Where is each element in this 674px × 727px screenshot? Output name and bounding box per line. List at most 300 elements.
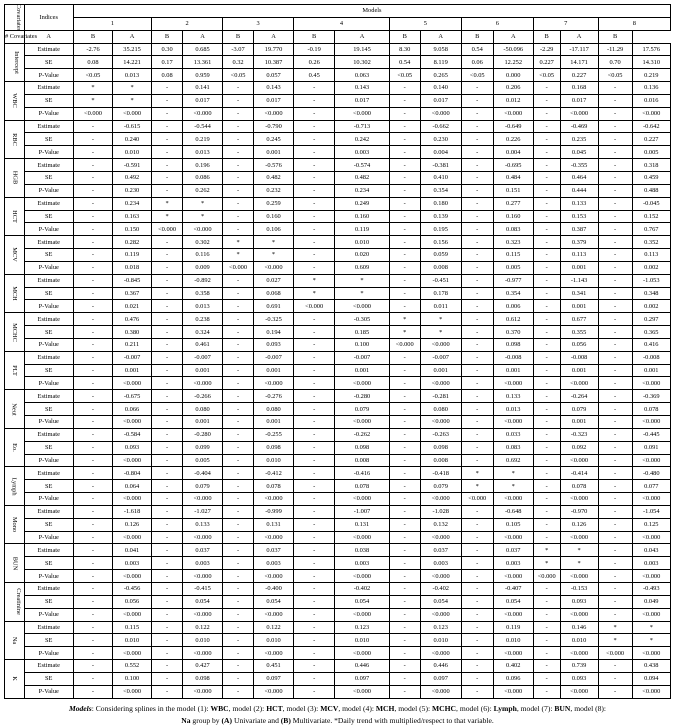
table-row — [5, 56, 671, 69]
table-cell: 0.219 — [632, 69, 670, 82]
table-cell: - — [461, 249, 493, 262]
table-row — [5, 467, 671, 480]
table-cell: 0.068 — [253, 287, 293, 300]
table-cell: 0.196 — [182, 159, 222, 172]
column-type-b: B — [152, 30, 183, 43]
table-cell: <0.000 — [335, 647, 390, 660]
table-cell: -0.456 — [113, 582, 152, 595]
table-cell: 14.221 — [113, 56, 152, 69]
table-cell: 0.482 — [253, 171, 293, 184]
table-cell: * — [632, 621, 670, 634]
covariate-label — [5, 621, 25, 660]
table-cell: - — [598, 146, 632, 159]
table-cell: 0.416 — [632, 338, 670, 351]
table-cell: 0.113 — [560, 249, 598, 262]
table-cell: 0.017 — [335, 94, 390, 107]
table-cell: - — [389, 94, 420, 107]
table-cell: - — [598, 236, 632, 249]
table-cell: * — [335, 287, 390, 300]
table-cell: - — [598, 326, 632, 339]
caption-model-name: Lymph — [493, 703, 517, 713]
table-cell: * — [389, 313, 420, 326]
table-cell: 19.145 — [335, 43, 390, 56]
table-cell: 0.064 — [113, 480, 152, 493]
table-cell: <0.05 — [223, 69, 254, 82]
table-cell: - — [598, 184, 632, 197]
table-cell: <0.000 — [253, 261, 293, 274]
caption-a-text: Univariate and — [232, 715, 281, 725]
table-cell: <0.000 — [420, 338, 461, 351]
table-cell: 0.077 — [632, 480, 670, 493]
table-row — [5, 647, 671, 660]
stat-label: SE — [24, 249, 73, 262]
table-cell: 0.001 — [560, 261, 598, 274]
table-cell: 0.123 — [335, 621, 390, 634]
covariate-name: MCH — [10, 286, 18, 301]
table-cell: - — [533, 377, 560, 390]
table-cell: - — [294, 634, 335, 647]
table-cell: 0.227 — [533, 56, 560, 69]
table-cell: 0.206 — [493, 82, 533, 95]
table-cell: - — [73, 454, 112, 467]
stat-label: P-Value — [24, 608, 73, 621]
table-cell: * — [294, 287, 335, 300]
table-cell: - — [223, 274, 254, 287]
table-cell: - — [223, 518, 254, 531]
table-cell: - — [294, 326, 335, 339]
table-cell: 0.006 — [493, 300, 533, 313]
table-cell: <0.000 — [632, 647, 670, 660]
table-cell: -0.480 — [632, 467, 670, 480]
table-cell: - — [389, 107, 420, 120]
table-cell: -0.276 — [253, 390, 293, 403]
table-cell: * — [461, 480, 493, 493]
covariates-header: Covariates — [5, 5, 25, 31]
column-type-b: B — [223, 30, 254, 43]
table-cell: <0.000 — [632, 531, 670, 544]
table-cell: * — [598, 621, 632, 634]
table-cell: - — [152, 685, 183, 698]
table-cell: - — [223, 672, 254, 685]
table-cell: -0.574 — [335, 159, 390, 172]
table-cell: - — [389, 82, 420, 95]
table-cell: - — [461, 454, 493, 467]
stat-label: SE — [24, 595, 73, 608]
table-cell: - — [461, 184, 493, 197]
covariate-name: MCHC — [10, 322, 18, 342]
table-cell: <0.05 — [461, 69, 493, 82]
table-cell: - — [461, 634, 493, 647]
table-cell: - — [461, 685, 493, 698]
table-cell: 0.156 — [420, 236, 461, 249]
table-cell: <0.000 — [113, 454, 152, 467]
table-cell: <0.05 — [73, 69, 112, 82]
table-cell: - — [294, 82, 335, 95]
table-cell: -0.008 — [493, 351, 533, 364]
table-cell: 0.131 — [335, 518, 390, 531]
table-cell: - — [461, 197, 493, 210]
covariate-name: Creatinine — [14, 588, 22, 616]
table-cell: 0.054 — [420, 595, 461, 608]
table-cell: - — [223, 351, 254, 364]
table-cell: - — [73, 210, 112, 223]
caption-model-sep: , model (5): — [394, 703, 432, 713]
table-cell: - — [533, 621, 560, 634]
table-cell: - — [533, 120, 560, 133]
table-cell: * — [389, 326, 420, 339]
table-cell: - — [223, 441, 254, 454]
table-cell: * — [113, 82, 152, 95]
table-cell: 0.010 — [560, 634, 598, 647]
table-cell: - — [389, 505, 420, 518]
table-cell: 0.240 — [113, 133, 152, 146]
covariate-name: Lymph — [10, 477, 18, 496]
table-cell: - — [389, 570, 420, 583]
table-cell: <0.000 — [632, 454, 670, 467]
table-cell: 0.126 — [560, 518, 598, 531]
table-cell: - — [223, 326, 254, 339]
table-cell: - — [294, 544, 335, 557]
table-cell: 0.609 — [335, 261, 390, 274]
table-cell: 0.492 — [113, 171, 152, 184]
table-cell: - — [598, 82, 632, 95]
table-cell: - — [461, 261, 493, 274]
table-cell: -0.400 — [253, 582, 293, 595]
table-cell: - — [461, 557, 493, 570]
table-cell: 0.245 — [253, 133, 293, 146]
caption-model-sep: , model (4): — [338, 703, 376, 713]
table-cell: 0.122 — [182, 621, 222, 634]
table-cell: 0.097 — [253, 672, 293, 685]
table-cell: -0.355 — [560, 159, 598, 172]
table-cell: - — [461, 595, 493, 608]
table-cell: - — [389, 416, 420, 429]
table-cell: -0.615 — [113, 120, 152, 133]
table-cell: - — [533, 261, 560, 274]
table-cell: 0.003 — [420, 557, 461, 570]
table-cell: 0.002 — [632, 300, 670, 313]
table-cell: 0.001 — [560, 416, 598, 429]
table-row — [5, 146, 671, 159]
table-cell: - — [223, 82, 254, 95]
stat-label: SE — [24, 634, 73, 647]
model-number-1: 1 — [73, 17, 151, 30]
table-cell: <0.000 — [632, 608, 670, 621]
table-cell: - — [598, 582, 632, 595]
table-cell: 0.054 — [182, 595, 222, 608]
table-cell: 0.461 — [182, 338, 222, 351]
table-cell: - — [533, 531, 560, 544]
table-row — [5, 685, 671, 698]
table-cell: - — [73, 647, 112, 660]
table-cell: - — [294, 441, 335, 454]
table-cell: - — [598, 377, 632, 390]
table-cell: - — [294, 570, 335, 583]
table-cell: - — [598, 249, 632, 262]
table-cell: 0.010 — [113, 634, 152, 647]
table-cell: - — [294, 685, 335, 698]
table-cell: - — [294, 621, 335, 634]
table-cell: 0.26 — [294, 56, 335, 69]
table-cell: -1.007 — [335, 505, 390, 518]
covariate-name: RBC — [10, 132, 18, 146]
table-cell: * — [533, 544, 560, 557]
table-cell: 0.001 — [253, 364, 293, 377]
caption-intro: : Considering splines in the model (1): — [91, 703, 211, 713]
table-cell: - — [223, 287, 254, 300]
table-cell: - — [223, 621, 254, 634]
table-cell: 0.464 — [560, 171, 598, 184]
table-cell: - — [598, 197, 632, 210]
table-cell: - — [598, 390, 632, 403]
table-cell: 0.08 — [73, 56, 112, 69]
table-cell: - — [533, 390, 560, 403]
table-cell: - — [294, 390, 335, 403]
table-cell: 0.054 — [493, 595, 533, 608]
covariate-label — [5, 351, 25, 390]
table-cell: - — [152, 467, 183, 480]
table-cell: - — [152, 493, 183, 506]
table-cell: - — [152, 582, 183, 595]
table-cell: - — [152, 441, 183, 454]
table-cell: 0.045 — [560, 146, 598, 159]
table-cell: -0.008 — [560, 351, 598, 364]
table-cell: <0.000 — [598, 647, 632, 660]
table-cell: - — [389, 300, 420, 313]
stat-label: P-Value — [24, 647, 73, 660]
table-row — [5, 428, 671, 441]
table-cell: - — [533, 595, 560, 608]
table-cell: -0.262 — [335, 428, 390, 441]
table-cell: 0.093 — [253, 338, 293, 351]
table-cell: - — [223, 660, 254, 673]
table-cell: - — [223, 647, 254, 660]
column-type-b: B — [598, 30, 632, 43]
table-cell: 0.005 — [182, 454, 222, 467]
column-type-a: A — [335, 30, 390, 43]
table-cell: - — [389, 480, 420, 493]
caption-model-name: MCH — [375, 703, 395, 713]
table-cell: - — [389, 261, 420, 274]
table-cell: - — [152, 249, 183, 262]
table-cell: - — [598, 159, 632, 172]
table-row — [5, 608, 671, 621]
table-cell: 8.30 — [389, 43, 420, 56]
table-cell: 0.054 — [335, 595, 390, 608]
table-cell: - — [598, 595, 632, 608]
table-cell: -0.255 — [253, 428, 293, 441]
table-cell: 0.365 — [632, 326, 670, 339]
table-row — [5, 454, 671, 467]
table-cell: - — [461, 300, 493, 313]
table-cell: 0.113 — [632, 249, 670, 262]
table-cell: 0.010 — [335, 634, 390, 647]
table-cell: 0.358 — [182, 287, 222, 300]
table-cell: - — [73, 338, 112, 351]
table-cell: <0.000 — [253, 570, 293, 583]
table-cell: <0.000 — [73, 107, 112, 120]
table-cell: - — [223, 557, 254, 570]
stat-label: P-Value — [24, 416, 73, 429]
table-cell: - — [389, 685, 420, 698]
table-cell: 0.001 — [113, 364, 152, 377]
table-cell: 0.354 — [493, 287, 533, 300]
table-cell: -50.096 — [493, 43, 533, 56]
table-cell: - — [461, 120, 493, 133]
table-cell: <0.000 — [253, 493, 293, 506]
table-cell: 0.017 — [560, 94, 598, 107]
table-cell: - — [389, 582, 420, 595]
table-cell: - — [598, 672, 632, 685]
table-row — [5, 595, 671, 608]
table-cell: -0.713 — [335, 120, 390, 133]
table-cell: 0.086 — [182, 171, 222, 184]
table-cell: -0.008 — [632, 351, 670, 364]
table-cell: - — [223, 454, 254, 467]
table-cell: 0.141 — [182, 82, 222, 95]
table-cell: - — [461, 660, 493, 673]
table-cell: - — [73, 120, 112, 133]
caption-model-name: WBC — [210, 703, 229, 713]
table-cell: -0.451 — [420, 274, 461, 287]
table-cell: - — [461, 146, 493, 159]
stat-label: Estimate — [24, 43, 73, 56]
table-cell: - — [533, 480, 560, 493]
table-cell: - — [389, 210, 420, 223]
table-cell: 0.131 — [253, 518, 293, 531]
table-cell: - — [461, 338, 493, 351]
table-cell: - — [598, 685, 632, 698]
table-cell: 0.482 — [335, 171, 390, 184]
table-cell: 0.078 — [632, 403, 670, 416]
table-cell: - — [598, 416, 632, 429]
table-cell: - — [223, 184, 254, 197]
table-cell: 0.232 — [253, 184, 293, 197]
table-cell: 0.125 — [632, 518, 670, 531]
table-cell: - — [598, 133, 632, 146]
table-cell: 0.001 — [420, 364, 461, 377]
model-number-4: 4 — [294, 17, 390, 30]
table-cell: - — [598, 94, 632, 107]
stat-label: Estimate — [24, 582, 73, 595]
table-cell: <0.000 — [560, 493, 598, 506]
table-cell: 0.003 — [113, 557, 152, 570]
table-cell: 0.066 — [113, 403, 152, 416]
table-cell: - — [389, 351, 420, 364]
table-cell: - — [294, 582, 335, 595]
table-cell: -0.648 — [493, 505, 533, 518]
table-cell: 0.001 — [253, 146, 293, 159]
table-cell: 0.009 — [182, 261, 222, 274]
table-cell: 0.063 — [335, 69, 390, 82]
stat-label: Estimate — [24, 274, 73, 287]
covariate-label — [5, 274, 25, 313]
table-cell: <0.000 — [493, 531, 533, 544]
table-cell: 0.010 — [420, 634, 461, 647]
model-number-8: 8 — [598, 17, 670, 30]
table-cell: <0.000 — [461, 493, 493, 506]
table-cell: - — [389, 518, 420, 531]
table-cell: - — [598, 518, 632, 531]
table-cell: 0.100 — [113, 672, 152, 685]
table-cell: - — [152, 608, 183, 621]
table-cell: - — [389, 146, 420, 159]
stat-label: P-Value — [24, 338, 73, 351]
table-cell: 0.038 — [335, 544, 390, 557]
table-cell: * — [152, 197, 183, 210]
table-cell: - — [461, 416, 493, 429]
caption-model-name: MCV — [320, 703, 339, 713]
table-cell: - — [533, 236, 560, 249]
table-cell: 0.041 — [113, 544, 152, 557]
table-cell: 0.056 — [560, 338, 598, 351]
table-cell: -0.19 — [294, 43, 335, 56]
table-cell: 0.098 — [182, 672, 222, 685]
table-cell: - — [294, 261, 335, 274]
table-cell: 19.770 — [253, 43, 293, 56]
table-cell: - — [294, 197, 335, 210]
table-cell: - — [152, 570, 183, 583]
table-cell: <0.000 — [182, 107, 222, 120]
table-cell: <0.000 — [113, 416, 152, 429]
table-cell: 0.106 — [253, 223, 293, 236]
table-cell: - — [598, 531, 632, 544]
covariate-name: Na — [10, 636, 18, 644]
table-cell: -0.412 — [253, 467, 293, 480]
table-cell: <0.000 — [560, 570, 598, 583]
table-cell: 0.153 — [560, 210, 598, 223]
table-cell: - — [73, 570, 112, 583]
table-row — [5, 313, 671, 326]
table-cell: - — [73, 236, 112, 249]
table-cell: 0.265 — [420, 69, 461, 82]
table-cell: - — [294, 184, 335, 197]
table-cell: <0.000 — [560, 377, 598, 390]
table-cell: - — [73, 531, 112, 544]
table-cell: - — [223, 94, 254, 107]
table-cell: 0.488 — [632, 184, 670, 197]
table-cell: - — [152, 364, 183, 377]
table-cell: - — [598, 351, 632, 364]
table-cell: <0.000 — [420, 107, 461, 120]
table-cell: - — [389, 441, 420, 454]
table-cell: - — [533, 428, 560, 441]
table-cell: 0.083 — [493, 441, 533, 454]
table-cell: -0.263 — [420, 428, 461, 441]
table-row — [5, 133, 671, 146]
stat-label: SE — [24, 210, 73, 223]
stat-label: Estimate — [24, 428, 73, 441]
table-cell: - — [533, 634, 560, 647]
model-number-2: 2 — [152, 17, 223, 30]
table-cell: - — [598, 493, 632, 506]
table-cell: <0.000 — [253, 531, 293, 544]
table-cell: 0.001 — [253, 416, 293, 429]
table-cell: 0.021 — [113, 300, 152, 313]
stat-label: Estimate — [24, 544, 73, 557]
table-cell: 0.17 — [152, 56, 183, 69]
table-cell: 12.252 — [493, 56, 533, 69]
table-cell: -0.402 — [335, 582, 390, 595]
model-number-6: 6 — [461, 17, 533, 30]
stat-label: SE — [24, 403, 73, 416]
caption-model-sep: , model (8): — [570, 703, 607, 713]
table-row — [5, 480, 671, 493]
covariate-name: HCT — [10, 210, 18, 223]
table-cell: 0.355 — [560, 326, 598, 339]
table-cell: - — [461, 82, 493, 95]
table-cell: - — [389, 236, 420, 249]
